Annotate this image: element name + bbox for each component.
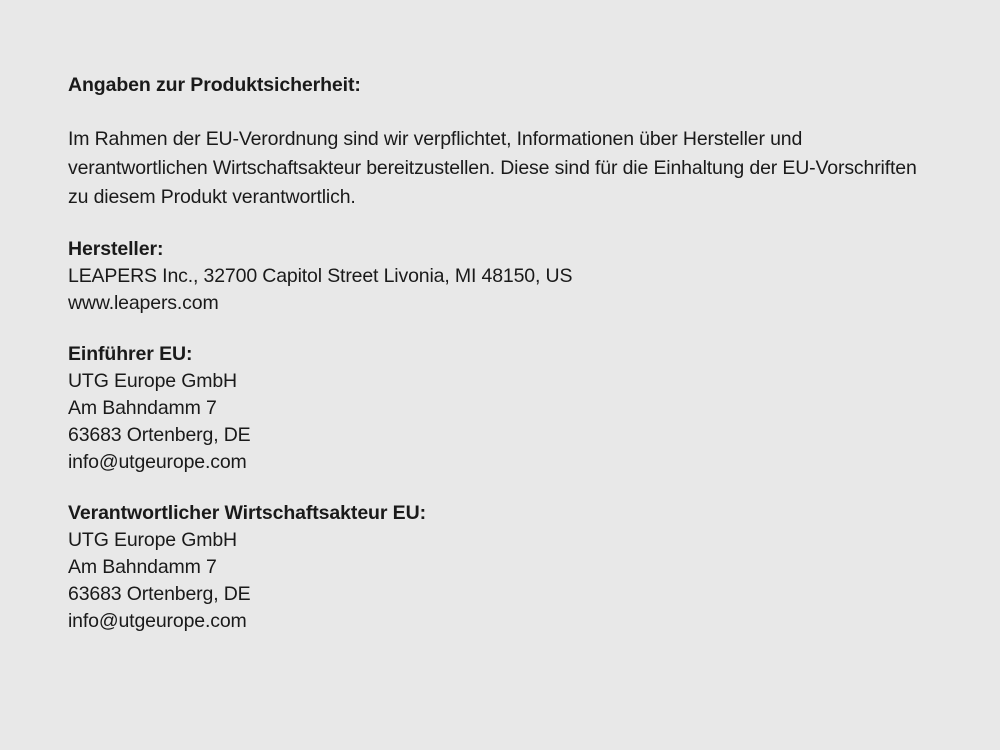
section-responsible-operator-line-1: UTG Europe GmbH (68, 529, 237, 551)
page-title: Angaben zur Produktsicherheit: (68, 74, 361, 96)
section-importer-line-2: Am Bahndamm 7 (68, 397, 217, 419)
section-responsible-operator-email: info@utgeurope.com (68, 610, 247, 632)
section-responsible-operator (68, 500, 928, 635)
section-importer (68, 341, 928, 476)
section-manufacturer-line-1: LEAPERS Inc., 32700 Capitol Street Livonia, MI 48150, US (68, 265, 573, 287)
intro-paragraph: Im Rahmen der EU-Verordnung sind wir verpflichtet, Informationen über Hersteller und verantwortlichen Wirtschaftsakteur bereitzustellen. Diese sind für die Einhaltung der EU-Vorschriften zu diesem Produkt verantwortlich. (68, 128, 917, 208)
section-responsible-operator-line-2: Am Bahndamm 7 (68, 556, 217, 578)
section-importer-email: info@utgeurope.com (68, 451, 247, 473)
section-importer-line-3: 63683 Ortenberg, DE (68, 424, 251, 446)
section-responsible-operator-line-3: 63683 Ortenberg, DE (68, 583, 251, 605)
section-importer-line-1: UTG Europe GmbH (68, 370, 237, 392)
section-manufacturer (68, 236, 928, 317)
section-manufacturer-website: www.leapers.com (68, 292, 219, 314)
document-body (68, 72, 928, 635)
section-manufacturer-heading: Hersteller: (68, 238, 164, 260)
section-responsible-operator-heading: Verantwortlicher Wirtschaftsakteur EU: (68, 502, 426, 524)
section-importer-heading: Einführer EU: (68, 343, 193, 365)
